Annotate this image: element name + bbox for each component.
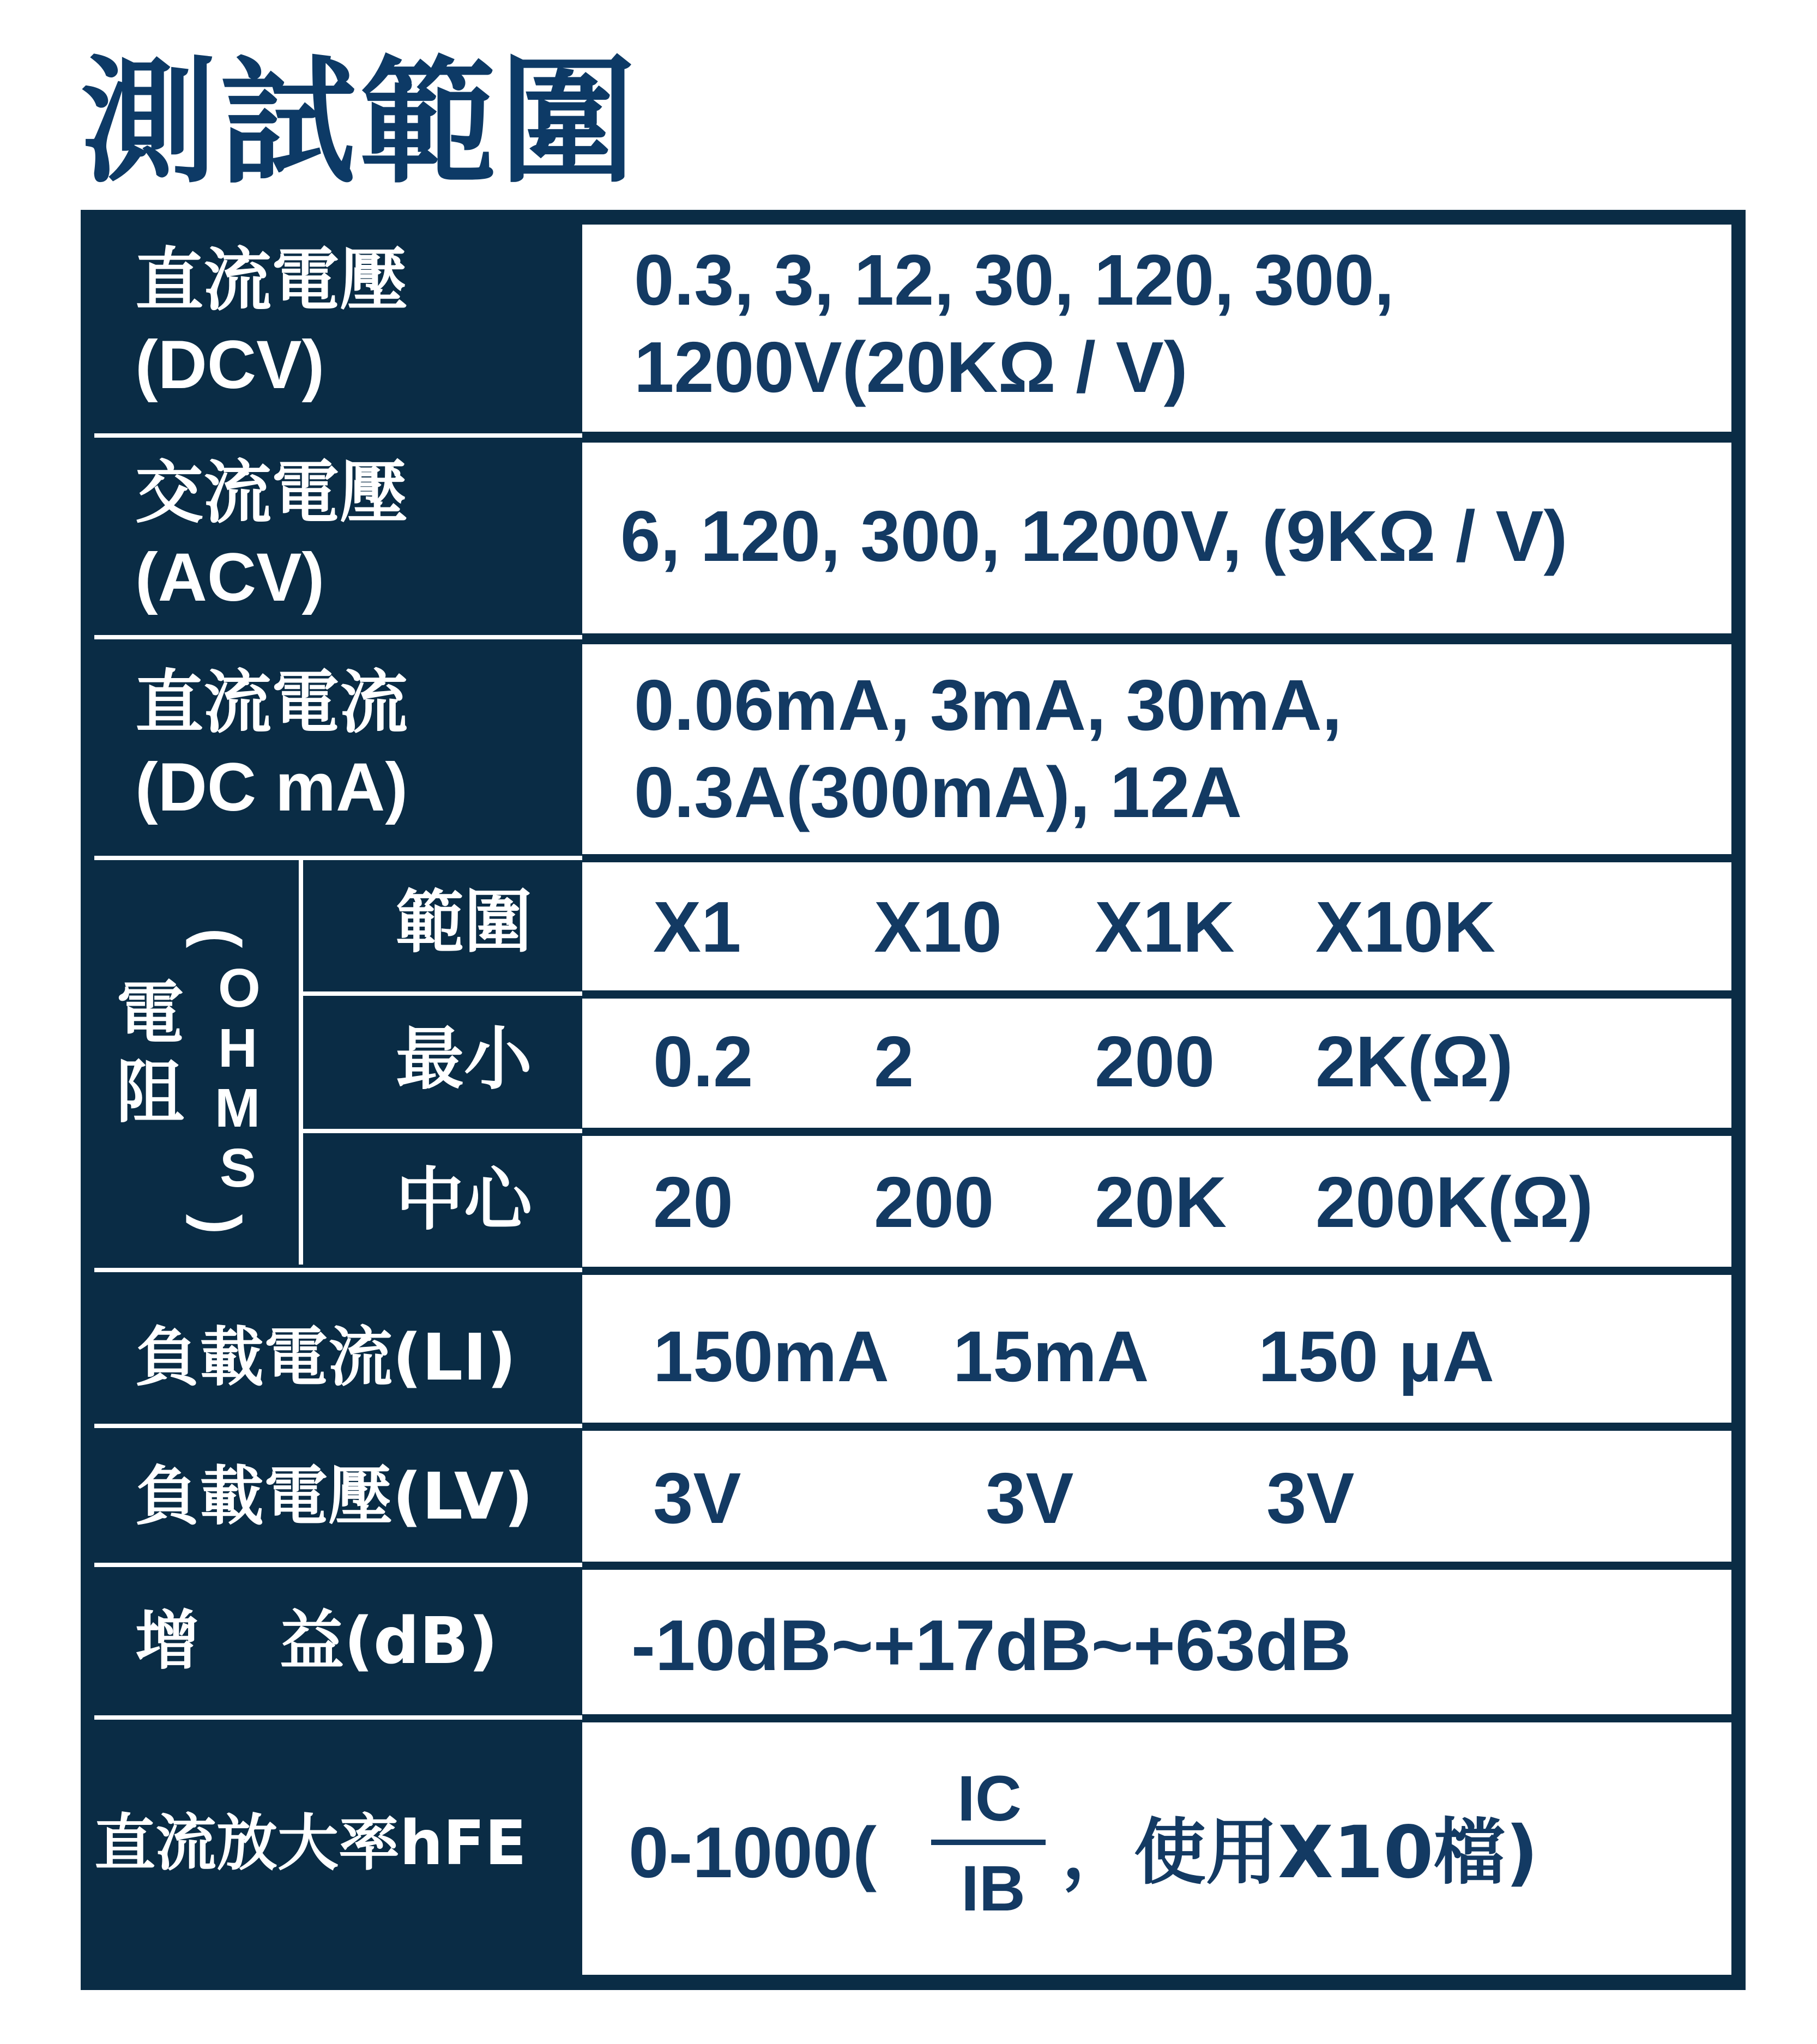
lv-value-cell (582, 1431, 1731, 1562)
ohms-min-x10k: 2K(Ω) (1315, 1021, 1513, 1102)
ohms-label-char2: 阻 (116, 1053, 184, 1132)
hfe-numerator: IC (957, 1763, 1022, 1835)
row-divider (94, 1268, 582, 1272)
ohms-range-x10k: X10K (1315, 887, 1496, 967)
ohms-range-x10: X10 (874, 887, 1002, 967)
row-divider (94, 1563, 582, 1567)
db-label-a: 增 (135, 1603, 200, 1678)
dcma-label-en: (DC mA) (135, 749, 408, 825)
db-value: -10dB~+17dB~+63dB (631, 1605, 1351, 1685)
row-divider (94, 635, 582, 639)
lv-value-2: 3V (986, 1458, 1074, 1538)
dcv-value-line2: 1200V(20KΩ / V) (634, 327, 1188, 407)
ohms-range-x1k: X1K (1095, 887, 1235, 967)
acv-value: 6, 120, 300, 1200V, (9KΩ / V) (620, 496, 1568, 576)
dcma-value-line1: 0.06mA, 3mA, 30mA, (634, 665, 1342, 745)
row-divider (94, 1715, 582, 1720)
hfe-value-suffix: ，使用X10檔) (1062, 1811, 1538, 1895)
lv-label: 負載電壓(LV) (135, 1459, 534, 1534)
acv-label-zh: 交流電壓 (135, 453, 408, 533)
hfe-fraction-bar (931, 1840, 1046, 1845)
row-divider (94, 433, 582, 438)
lv-value-1: 3V (653, 1458, 741, 1538)
li-label: 負載電流(LI) (135, 1320, 516, 1395)
acv-label-en: (ACV) (135, 540, 325, 615)
row-divider (94, 856, 582, 860)
li-value-2: 15mA (953, 1316, 1149, 1396)
ohms-sub-row-divider (303, 991, 582, 996)
hfe-denominator: IB (961, 1853, 1025, 1925)
dcv-value-line1: 0.3, 3, 12, 30, 120, 300, (634, 240, 1395, 320)
ohms-letter-s: S (220, 1138, 256, 1199)
ohms-paren-close: ) (185, 1214, 253, 1235)
ohms-sub-divider (299, 860, 303, 1265)
li-value-1: 150mA (653, 1316, 889, 1396)
li-value-3: 150 μA (1258, 1316, 1494, 1396)
ohms-center-label: 中心 (396, 1160, 532, 1239)
ohms-paren-open: ( (185, 928, 253, 948)
dcv-label-en: (DCV) (135, 327, 325, 403)
ohms-center-x10: 200 (874, 1162, 994, 1242)
ohms-center-x1k: 20K (1095, 1162, 1227, 1242)
db-label-b: 益(dB) (280, 1603, 498, 1678)
hfe-value-prefix: 0-1000( (629, 1812, 877, 1892)
dcma-label-zh: 直流電流 (135, 663, 408, 742)
ohms-range-x1: X1 (653, 887, 741, 967)
ohms-min-x1k: 200 (1095, 1021, 1215, 1102)
dcma-value-line2: 0.3A(300mA), 12A (634, 752, 1242, 832)
ohms-min-label: 最小 (396, 1020, 532, 1099)
ohms-min-x10: 2 (874, 1021, 914, 1102)
page-title: 測試範圍 (81, 43, 639, 202)
ohms-label-char1: 電 (116, 974, 184, 1053)
ohms-sub-row-divider (303, 1129, 582, 1133)
dcv-label-zh: 直流電壓 (135, 241, 408, 320)
ohms-letter-h: H (218, 1018, 258, 1079)
ohms-range-label: 範圍 (396, 883, 532, 962)
ohms-min-x1: 0.2 (653, 1021, 753, 1102)
row-divider (94, 1424, 582, 1428)
ohms-center-x1: 20 (653, 1162, 733, 1242)
hfe-label: 直流放大率hFE (94, 1808, 527, 1879)
ohms-letter-o: O (218, 958, 261, 1019)
ohms-letter-m: M (215, 1078, 261, 1139)
ohms-center-x10k: 200K(Ω) (1315, 1162, 1593, 1242)
spec-table (81, 210, 1746, 1990)
lv-value-3: 3V (1266, 1458, 1355, 1538)
